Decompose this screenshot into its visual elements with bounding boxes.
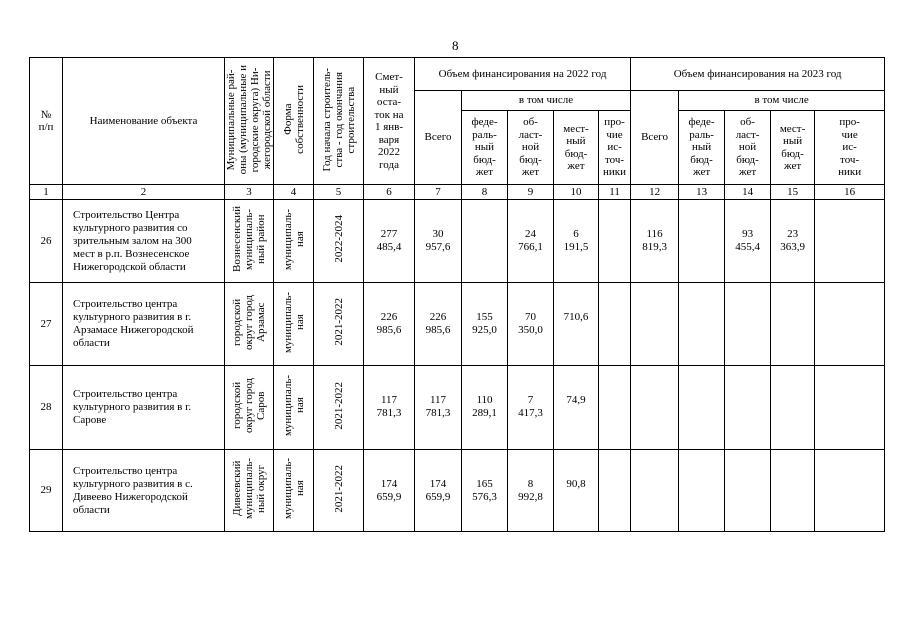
other-2022: [599, 283, 631, 366]
header-local-2022: мест- ный бюд- жет: [554, 111, 599, 185]
column-number: 16: [815, 185, 885, 200]
ownership: муниципаль- ная: [274, 450, 314, 532]
municipality: Вознесенский муниципаль- ный район: [225, 200, 274, 283]
other-2022: [599, 450, 631, 532]
federal-2023: [679, 366, 725, 450]
column-number: 9: [508, 185, 554, 200]
other-2023: [815, 366, 885, 450]
estimate-balance: 277 485,4: [364, 200, 415, 283]
regional-2023: [725, 283, 771, 366]
column-number: 3: [225, 185, 274, 200]
header-total-2023: Всего: [631, 91, 679, 185]
federal-2022: [462, 200, 508, 283]
table-row: [30, 366, 885, 450]
local-2022: 74,9: [554, 366, 599, 450]
object-name: Строительство центра культурного развития в с. Дивеево Нижегородской области: [63, 450, 225, 532]
column-number: 2: [63, 185, 225, 200]
column-number: 11: [599, 185, 631, 200]
regional-2022: 8 992,8: [508, 450, 554, 532]
column-number: 7: [415, 185, 462, 200]
object-name: Строительство Центра культурного развития со зрительным залом на 300 мест в р.п. Вознесенское Нижегородской области: [63, 200, 225, 283]
header-fin-2023: Объем финансирования на 2023 год: [631, 58, 885, 91]
header-years: Год начала строитель- ства - год окончания строительства: [314, 58, 364, 185]
column-number: 10: [554, 185, 599, 200]
header-total-2022: Всего: [415, 91, 462, 185]
ownership: муниципаль- ная: [274, 283, 314, 366]
local-2023: 23 363,9: [771, 200, 815, 283]
federal-2022: 165 576,3: [462, 450, 508, 532]
row-num: 28: [30, 366, 63, 450]
header-regional-2023: об- ласт- ной бюд- жет: [725, 111, 771, 185]
local-2022: 710,6: [554, 283, 599, 366]
federal-2023: [679, 200, 725, 283]
column-number: 12: [631, 185, 679, 200]
column-number: 8: [462, 185, 508, 200]
header-estimate: Смет- ный оста- ток на 1 янв- варя 2022 года: [364, 58, 415, 185]
construction-years: 2021-2022: [314, 450, 364, 532]
header-federal-2023: феде- раль- ный бюд- жет: [679, 111, 725, 185]
estimate-balance: 226 985,6: [364, 283, 415, 366]
total-2022: 30 957,6: [415, 200, 462, 283]
construction-years: 2022-2024: [314, 200, 364, 283]
local-2023: [771, 366, 815, 450]
federal-2022: 110 289,1: [462, 366, 508, 450]
regional-2022: 7 417,3: [508, 366, 554, 450]
estimate-balance: 117 781,3: [364, 366, 415, 450]
row-num: 27: [30, 283, 63, 366]
header-federal-2022: феде- раль- ный бюд- жет: [462, 111, 508, 185]
column-number: 15: [771, 185, 815, 200]
federal-2023: [679, 283, 725, 366]
other-2023: [815, 200, 885, 283]
total-2022: 226 985,6: [415, 283, 462, 366]
table-row: [30, 450, 885, 532]
federal-2023: [679, 450, 725, 532]
estimate-balance: 174 659,9: [364, 450, 415, 532]
header-municipality: Муниципальные рай- оны (муниципальные и городские округа) Ни- жегородской области: [225, 58, 274, 185]
construction-years: 2021-2022: [314, 283, 364, 366]
total-2023: 116 819,3: [631, 200, 679, 283]
header-other-2022: про- чие ис- точ- ники: [599, 111, 631, 185]
regional-2023: [725, 450, 771, 532]
local-2022: 90,8: [554, 450, 599, 532]
construction-years: 2021-2022: [314, 366, 364, 450]
ownership: муниципаль- ная: [274, 366, 314, 450]
header-incl-2023: в том числе: [679, 91, 885, 111]
local-2023: [771, 283, 815, 366]
column-number: 14: [725, 185, 771, 200]
regional-2023: [725, 366, 771, 450]
row-num: 26: [30, 200, 63, 283]
column-number: 6: [364, 185, 415, 200]
federal-2022: 155 925,0: [462, 283, 508, 366]
financing-table: [29, 57, 885, 532]
municipality: Дивеевский муниципаль- ный округ: [225, 450, 274, 532]
total-2023: [631, 366, 679, 450]
other-2022: [599, 366, 631, 450]
column-number-row: [30, 185, 885, 200]
header-name: Наименование объекта: [63, 58, 225, 185]
total-2023: [631, 283, 679, 366]
municipality: городской округ город Арзамас: [225, 283, 274, 366]
header-incl-2022: в том числе: [462, 91, 631, 111]
header-num: № п/п: [30, 58, 63, 185]
object-name: Строительство центра культурного развития в г. Арзамасе Нижегородской области: [63, 283, 225, 366]
column-number: 4: [274, 185, 314, 200]
other-2022: [599, 200, 631, 283]
other-2023: [815, 283, 885, 366]
other-2023: [815, 450, 885, 532]
regional-2022: 24 766,1: [508, 200, 554, 283]
column-number: 13: [679, 185, 725, 200]
total-2022: 117 781,3: [415, 366, 462, 450]
table-row: [30, 283, 885, 366]
header-fin-2022: Объем финансирования на 2022 год: [415, 58, 631, 91]
header-ownership: Форма собственности: [274, 58, 314, 185]
total-2022: 174 659,9: [415, 450, 462, 532]
local-2023: [771, 450, 815, 532]
column-number: 5: [314, 185, 364, 200]
column-number: 1: [30, 185, 63, 200]
page-number: 8: [452, 38, 459, 53]
local-2022: 6 191,5: [554, 200, 599, 283]
object-name: Строительство центра культурного развития в г. Сарове: [63, 366, 225, 450]
row-num: 29: [30, 450, 63, 532]
total-2023: [631, 450, 679, 532]
ownership: муниципаль- ная: [274, 200, 314, 283]
header-other-2023: про- чие ис- точ- ники: [815, 111, 885, 185]
header-local-2023: мест- ный бюд- жет: [771, 111, 815, 185]
table-row: [30, 200, 885, 283]
regional-2022: 70 350,0: [508, 283, 554, 366]
header-regional-2022: об- ласт- ной бюд- жет: [508, 111, 554, 185]
municipality: городской округ город Саров: [225, 366, 274, 450]
regional-2023: 93 455,4: [725, 200, 771, 283]
